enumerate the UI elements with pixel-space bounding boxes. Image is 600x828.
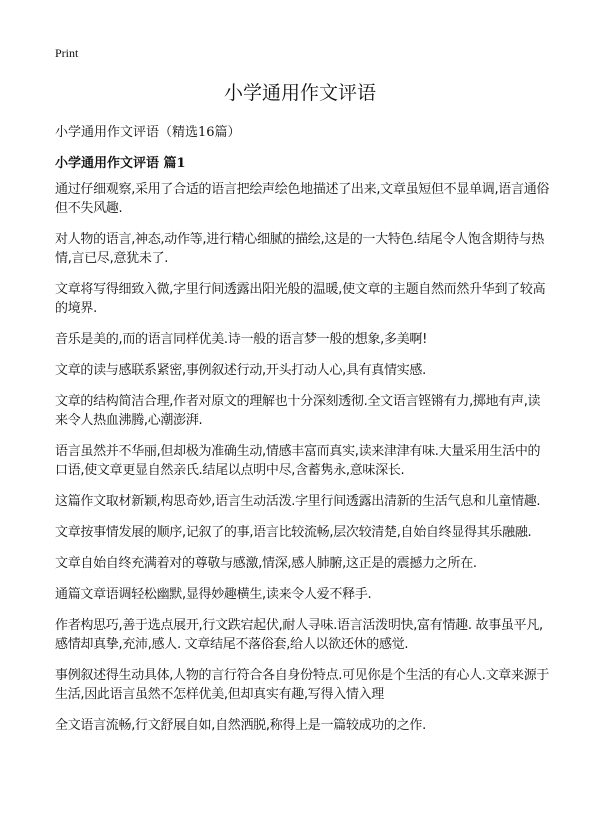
article-body — [55, 180, 550, 747]
page-subtitle: 小学通用作文评语（精选16篇） — [55, 125, 241, 140]
print-link[interactable]: Print — [55, 46, 79, 60]
paragraph: 这篇作文取材新颖,构思奇妙,语言生动活泼.字里行间透露出清新的生活气息和儿童情趣. — [55, 494, 541, 509]
paragraph: 文章按事情发展的顺序,记叙了的事,语言比较流畅,层次较清楚,自始自终显得其乐融融. — [55, 525, 532, 540]
paragraph: 通过仔细观察,采用了合适的语言把绘声绘色地描述了出来,文章虽短但不显单调,语言通俗但不失风趣. — [55, 182, 550, 216]
paragraph: 对人物的语言,神态,动作等,进行精心细腻的描绘,这是的一大特色.结尾令人饱含期待与热情,言已尽,意犹未了. — [55, 232, 545, 266]
paragraph: 文章将写得细致入微,字里行间透露出阳光般的温暖,使文章的主题自然而然升华到了较高的境界. — [55, 282, 546, 316]
paragraph: 文章自始自终充满着对的尊敬与感激,情深,感人肺腑,这正是的震撼力之所在. — [55, 556, 477, 571]
paragraph: 事例叙述得生动具体,人物的言行符合各自身份特点.可见你是个生活的有心人.文章来源于生活,因此语言虽然不怎样优美,但却真实有趣,写得入情入理 — [55, 668, 550, 702]
section-heading: 小学通用作文评语 篇1 — [55, 156, 186, 171]
paragraph: 作者构思巧,善于选点展开,行文跌宕起伏,耐人寻味.语言活泼明快,富有情趣. 故事虽平凡,感情却真挚,充沛,感人. 文章结尾不落俗套,给人以欲还休的感觉. — [55, 618, 543, 652]
paragraph: 音乐是美的,而的语言同样优美.诗一般的语言梦一般的想象,多美啊! — [55, 332, 428, 347]
paragraph: 文章的读与感联系紧密,事例叙述行动,开头打动人心,具有真情实感. — [55, 363, 426, 378]
page-title: 小学通用作文评语 — [223, 82, 376, 104]
paragraph: 文章的结构简洁合理,作者对原文的理解也十分深刻透彻.全文语言铿锵有力,掷地有声,读来令人热血沸腾,心潮澎湃. — [55, 394, 541, 428]
paragraph: 全文语言流畅,行文舒展自如,自然洒脱,称得上是一篇较成功的之作. — [55, 718, 426, 733]
paragraph: 通篇文章语调轻松幽默,显得妙趣横生,读来令人爱不释手. — [55, 587, 372, 602]
paragraph: 语言虽然并不华丽,但却极为准确生动,情感丰富而真实,读来津津有味.大量采用生活中的口语,使文章更显自然亲氏.结尾以点明中尽,含蓄隽永,意味深长. — [55, 444, 541, 478]
